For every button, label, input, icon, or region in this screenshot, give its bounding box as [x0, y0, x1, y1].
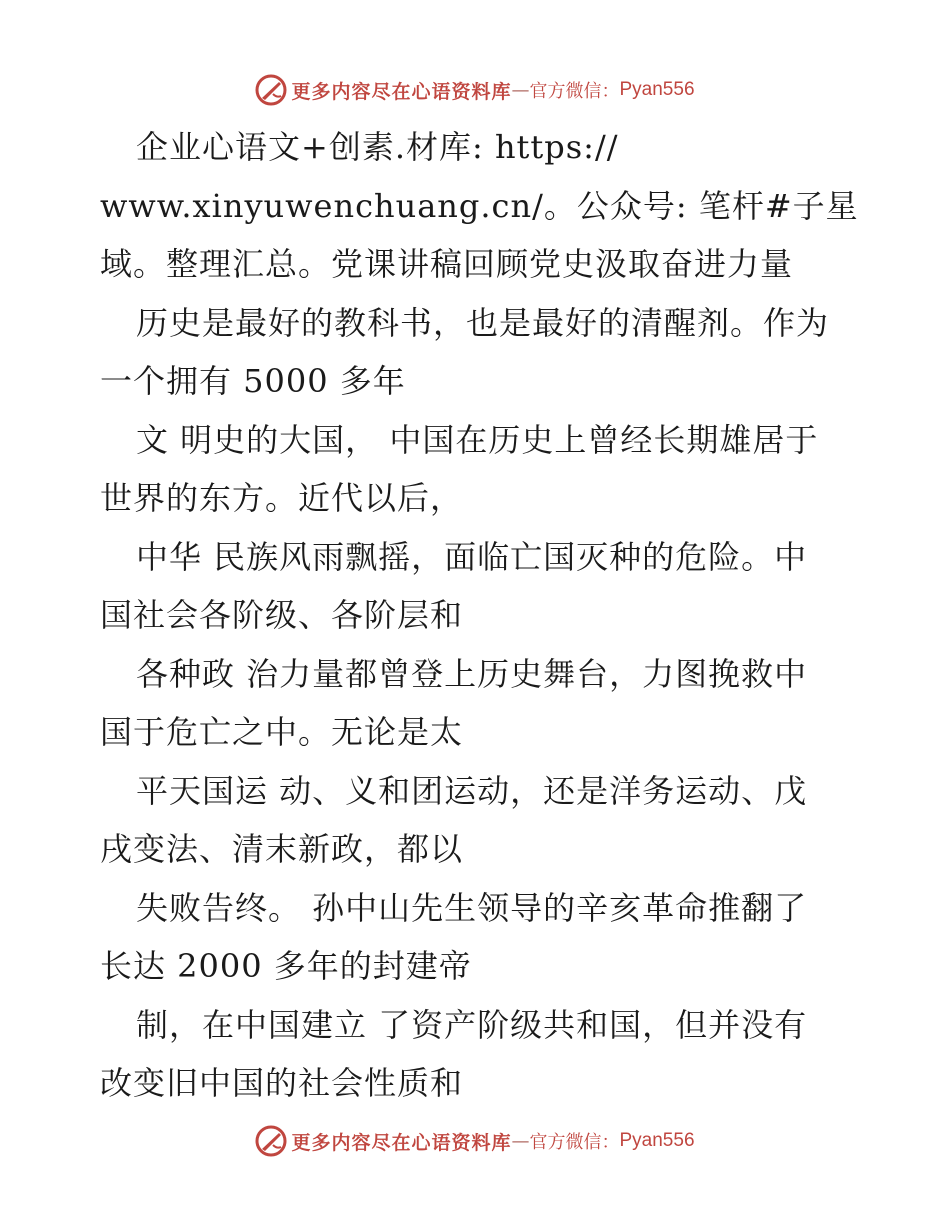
footer-dash: — [511, 1130, 530, 1152]
footer-wechat-label: 官方微信： [529, 1132, 620, 1153]
body-line: 域。整理汇总。党课讲稿回顾党史汲取奋进力量 [100, 245, 794, 283]
header-wechat-label: 官方微信： [529, 81, 620, 102]
body-line: 平天国运 动、义和团运动，还是洋务运动、戊 [136, 771, 808, 810]
footer-banner [0, 1121, 950, 1161]
header-dash: — [511, 79, 530, 101]
header-wechat-handle: Pyan556 [619, 79, 695, 100]
body-line: 国社会各阶级、各阶层和 [100, 596, 464, 634]
body-line: 中华 民族风雨飘摇，面临亡国灭种的危险。中 [136, 537, 808, 576]
body-line: 企业心语文+创素.材库: https:// [136, 128, 619, 166]
document-body [100, 118, 860, 1113]
body-line: www.xinyuwenchuang.cn/。公众号: 笔杆#子星 [100, 186, 859, 225]
body-line: 长达 2000 多年的封建帝 [100, 947, 472, 985]
body-line: 改变旧中国的社会性质和 [100, 1064, 464, 1102]
body-line: 戌变法、清末新政，都以 [100, 830, 464, 868]
footer-slogan: 更多内容尽在心语资料库 [291, 1131, 512, 1154]
body-line: 制，在中国建立 了资产阶级共和国，但并没有 [136, 1005, 808, 1044]
body-line: 各种政 治力量都曾登上历史舞台，力图挽救中 [136, 654, 808, 693]
quill-logo-icon [255, 74, 287, 106]
body-line: 失败告终。 孙中山先生领导的辛亥革命推翻了 [136, 888, 808, 927]
footer-wechat-handle: Pyan556 [619, 1130, 695, 1151]
header-banner [0, 70, 950, 110]
body-line: 一个拥有 5000 多年 [100, 362, 406, 400]
quill-logo-icon [255, 1125, 287, 1157]
body-line: 文 明史的大国， 中国在历史上曾经长期雄居于 [136, 420, 819, 459]
body-line: 世界的东方。近代以后， [100, 479, 464, 517]
header-slogan: 更多内容尽在心语资料库 [291, 80, 512, 103]
body-line: 国于危亡之中。无论是太 [100, 713, 464, 751]
body-line: 历史是最好的教科书，也是最好的清醒剂。作为 [136, 303, 830, 342]
